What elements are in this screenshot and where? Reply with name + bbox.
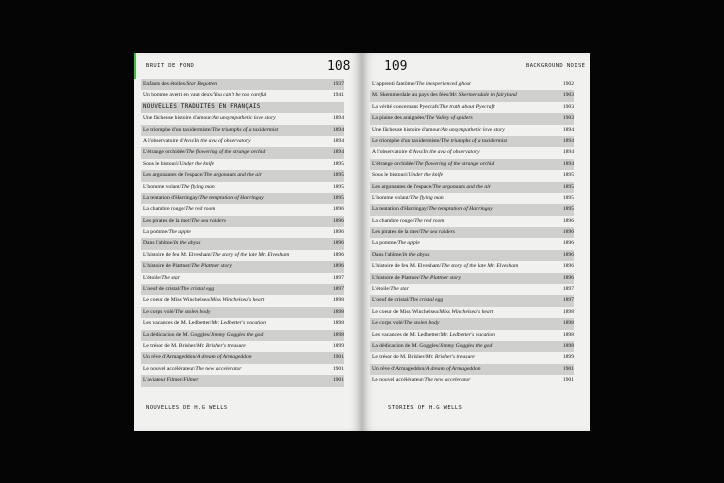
english-title: Mr. Ledbetter's vacation xyxy=(440,331,495,338)
french-title: Le trésor de M. Brisher/ xyxy=(143,342,197,349)
list-row xyxy=(370,227,574,238)
publication-year: 1895 xyxy=(562,183,574,190)
list-row xyxy=(370,295,574,306)
list-row xyxy=(141,238,344,249)
list-row xyxy=(141,273,344,284)
english-title: You can't be too careful xyxy=(213,92,267,99)
list-row xyxy=(141,261,344,272)
publication-year: 1894 xyxy=(562,149,574,156)
publication-year: 1901 xyxy=(332,377,344,384)
list-row xyxy=(370,193,574,204)
french-title: Les argonautes de l'espace/ xyxy=(143,172,204,179)
french-title: La tentation d'Harringay/ xyxy=(143,194,200,201)
english-title: The stolen body xyxy=(404,320,440,327)
list-row xyxy=(370,125,574,136)
list-row xyxy=(141,216,344,227)
list-row xyxy=(370,204,574,215)
french-title: Le nouvel accélérateur/ xyxy=(143,365,196,372)
list-row xyxy=(141,341,344,352)
english-title: In the avu of observatory xyxy=(423,149,480,156)
publication-year: 1895 xyxy=(332,194,344,201)
publication-year: 1898 xyxy=(332,297,344,304)
list-row xyxy=(141,307,344,318)
english-title: The Plattner story xyxy=(191,263,232,270)
french-title: Une fâcheuse histoire d'amour/ xyxy=(372,126,442,133)
english-title: The Plattner story xyxy=(420,274,461,281)
list-row xyxy=(370,102,574,113)
list-row xyxy=(141,318,344,329)
publication-year: 1894 xyxy=(332,149,344,156)
english-title: The flying man xyxy=(410,194,444,201)
list-row xyxy=(141,204,344,215)
english-title: The triumphs of a taxidermist xyxy=(440,137,508,144)
publication-year: 1897 xyxy=(332,274,344,281)
list-row xyxy=(141,113,344,124)
list-row xyxy=(141,79,344,90)
english-title: The truth about Pyecraft xyxy=(439,103,495,110)
french-title: L'étoile/ xyxy=(372,286,391,293)
publication-year: 1896 xyxy=(332,206,344,213)
french-title: La tentation d'Harringay/ xyxy=(372,206,429,213)
french-title: Sous le bistouri/ xyxy=(143,160,180,167)
section-heading: NOUVELLES TRADUITES EN FRANÇAIS xyxy=(141,102,344,113)
french-title: Les pirates de la mer/ xyxy=(372,229,421,236)
english-title: The red room xyxy=(185,206,216,213)
english-title: The story of the late Mr. Elvesham xyxy=(212,251,290,258)
list-row xyxy=(370,79,574,90)
right-page xyxy=(362,53,590,431)
publication-year: 1894 xyxy=(562,126,574,133)
list-row xyxy=(141,182,344,193)
title-list xyxy=(141,79,344,387)
english-title: The flying man xyxy=(181,183,215,190)
english-title: Miss Winchelsea's heart xyxy=(210,297,265,304)
publication-year: 1941 xyxy=(332,92,344,99)
french-title: Le triomphe d'un taxidermiste/ xyxy=(372,137,441,144)
publication-year: 1897 xyxy=(332,286,344,293)
english-title: Miss Winchelsea's heart xyxy=(439,308,494,315)
publication-year: 1898 xyxy=(332,308,344,315)
french-title: L'histoire de feu M. Elvesham/ xyxy=(372,263,442,270)
publication-year: 1896 xyxy=(332,251,344,258)
publication-year: 1899 xyxy=(562,354,574,361)
english-title: The sea raiders xyxy=(191,217,226,224)
list-row xyxy=(370,352,574,363)
publication-year: 1895 xyxy=(562,206,574,213)
english-title: The red room xyxy=(414,217,445,224)
english-title: The apple xyxy=(168,229,191,236)
list-row xyxy=(141,295,344,306)
french-title: L'aviateur Filmer/ xyxy=(143,377,184,384)
publication-year: 1896 xyxy=(332,240,344,247)
french-title: Dans l'abîme/ xyxy=(372,251,403,258)
page-number: 108 xyxy=(327,59,351,74)
list-row xyxy=(141,90,344,101)
english-title: A dream of Armageddon xyxy=(425,365,481,372)
english-title: An unsympathetic love story xyxy=(212,115,276,122)
french-title: Les argonautes de l'espace/ xyxy=(372,183,433,190)
english-title: An unsympathetic love story xyxy=(441,126,505,133)
french-title: La vérité concernant Pyecraft/ xyxy=(372,103,440,110)
list-row xyxy=(370,182,574,193)
list-row xyxy=(370,113,574,124)
publication-year: 1903 xyxy=(562,115,574,122)
french-title: Les vacances de M. Ledbetter/ xyxy=(372,331,441,338)
publication-year: 1898 xyxy=(562,331,574,338)
publication-year: 1895 xyxy=(562,172,574,179)
list-row xyxy=(370,273,574,284)
publication-year: 1902 xyxy=(562,81,574,87)
publication-year: 1937 xyxy=(332,81,344,87)
list-row xyxy=(141,330,344,341)
french-title: A l'observatoire d'Avu/ xyxy=(143,137,195,144)
publication-year: 1896 xyxy=(562,217,574,224)
list-row xyxy=(370,307,574,318)
english-title: The argonauts and the air xyxy=(203,172,262,179)
running-header: BRUIT DE FOND xyxy=(146,63,195,69)
french-title: A l'observatoire d'Avu/ xyxy=(372,149,424,156)
french-title: L'oeuf de cristal/ xyxy=(143,286,181,293)
french-title: Le corps volé/ xyxy=(372,320,404,327)
french-title: Enfants des étoiles/ xyxy=(143,81,187,87)
publication-year: 1898 xyxy=(562,308,574,315)
list-row xyxy=(141,170,344,181)
publication-year: 1895 xyxy=(332,172,344,179)
french-title: La pomme/ xyxy=(372,240,398,247)
publication-year: 1903 xyxy=(562,92,574,99)
list-row xyxy=(141,193,344,204)
french-title: Le coeur de Miss Winchelsea/ xyxy=(372,308,440,315)
publication-year: 1894 xyxy=(332,115,344,122)
publication-year: 1898 xyxy=(332,331,344,338)
french-title: L'histoire de Plattner/ xyxy=(372,274,421,281)
publication-year: 1896 xyxy=(562,251,574,258)
publication-year: 1894 xyxy=(562,137,574,144)
french-title: L'étoile/ xyxy=(143,274,162,281)
french-title: Les pirates de la mer/ xyxy=(143,217,192,224)
list-row xyxy=(141,352,344,363)
publication-year: 1901 xyxy=(562,365,574,372)
french-title: La plaine des araignées/ xyxy=(372,115,426,122)
french-title: L'homme volant/ xyxy=(372,194,411,201)
list-row xyxy=(141,284,344,295)
french-title: L'apprenti fantôme/ xyxy=(372,81,417,87)
english-title: Jimmy Goggles the god xyxy=(439,342,493,349)
french-title: Le nouvel accélérateur/ xyxy=(372,377,425,384)
french-title: Le corps volé/ xyxy=(143,308,175,315)
french-title: Un rêve d'Armageddon/ xyxy=(372,365,426,372)
publication-year: 1896 xyxy=(562,229,574,236)
french-title: Le trésor de M. Brisher/ xyxy=(372,354,426,361)
english-title: The triumphs of a taxidermist xyxy=(211,126,279,133)
list-row xyxy=(370,341,574,352)
english-title: Filmer xyxy=(183,377,199,384)
publication-year: 1896 xyxy=(562,263,574,270)
running-footer: NOUVELLES DE H.G WELLS xyxy=(146,405,228,411)
french-title: La chambre rouge/ xyxy=(372,217,415,224)
list-row xyxy=(141,250,344,261)
list-row xyxy=(141,136,344,147)
english-title: Mr. Skermersdale in fairyland xyxy=(449,92,517,99)
english-title: The flowering of the strange orchid xyxy=(415,160,495,167)
list-row xyxy=(370,159,574,170)
list-row xyxy=(370,261,574,272)
running-footer: STORIES OF H.G WELLS xyxy=(388,405,463,411)
publication-year: 1895 xyxy=(332,183,344,190)
french-title: Dans l'abîme/ xyxy=(143,240,174,247)
list-row xyxy=(141,227,344,238)
list-row xyxy=(370,250,574,261)
english-title: The cristal egg xyxy=(409,297,444,304)
english-title: The new accelerator xyxy=(195,365,242,372)
english-title: The inexperienced ghost xyxy=(416,81,471,87)
publication-year: 1903 xyxy=(562,103,574,110)
french-title: L'oeuf de cristal/ xyxy=(372,297,410,304)
english-title: Mr. Ledbetter's vacation xyxy=(211,320,266,327)
english-title: The sea raiders xyxy=(420,229,455,236)
english-title: The argonauts and the air xyxy=(432,183,491,190)
publication-year: 1894 xyxy=(332,137,344,144)
title-list xyxy=(370,79,574,387)
french-title: Le coeur de Miss Winchelsea/ xyxy=(143,297,211,304)
list-row xyxy=(370,170,574,181)
list-row xyxy=(141,159,344,170)
publication-year: 1898 xyxy=(562,320,574,327)
french-title: Une fâcheuse histoire d'amour/ xyxy=(143,115,213,122)
publication-year: 1901 xyxy=(562,377,574,384)
french-title: La dédicacion de M. Goggles/ xyxy=(372,342,440,349)
list-row xyxy=(141,375,344,386)
english-title: The Valley of spiders xyxy=(425,115,473,122)
publication-year: 1895 xyxy=(562,194,574,201)
publication-year: 1901 xyxy=(332,365,344,372)
list-row xyxy=(141,364,344,375)
list-row xyxy=(370,284,574,295)
french-title: Les vacances de M. Ledbetter/ xyxy=(143,320,212,327)
english-title: The apple xyxy=(397,240,420,247)
publication-year: 1901 xyxy=(332,354,344,361)
french-title: La chambre rouge/ xyxy=(143,206,186,213)
publication-year: 1897 xyxy=(562,297,574,304)
french-title: Un homme averti en vaut deux/ xyxy=(143,92,214,99)
english-title: In the avu of observatory xyxy=(194,137,251,144)
publication-year: 1896 xyxy=(332,263,344,270)
left-page xyxy=(134,53,362,431)
publication-year: 1896 xyxy=(332,229,344,236)
french-title: Sous le bistouri/ xyxy=(372,172,409,179)
list-row xyxy=(141,147,344,158)
english-title: A dream of Armageddon xyxy=(196,354,252,361)
publication-year: 1896 xyxy=(562,240,574,247)
french-title: La dédicacion de M. Goggles/ xyxy=(143,331,211,338)
english-title: In the abyss xyxy=(173,240,201,247)
french-title: L'homme volant/ xyxy=(143,183,182,190)
english-title: Mr. Brisher's treasure xyxy=(196,342,246,349)
running-header: BACKGROUND NOISE xyxy=(526,63,586,69)
publication-year: 1894 xyxy=(562,160,574,167)
english-title: The temptation of Harringay xyxy=(199,194,264,201)
english-title: The star xyxy=(390,286,409,293)
french-title: L'histoire de feu M. Elvesham/ xyxy=(143,251,213,258)
english-title: The cristal egg xyxy=(180,286,215,293)
page-number: 109 xyxy=(384,59,408,74)
french-title: Un rêve d'Armageddon/ xyxy=(143,354,197,361)
french-title: L'étrange orchidée/ xyxy=(143,149,187,156)
publication-year: 1896 xyxy=(332,217,344,224)
english-title: The story of the late Mr. Elvesham xyxy=(441,263,519,270)
list-row xyxy=(370,147,574,158)
english-title: The temptation of Harringay xyxy=(428,206,493,213)
english-title: The new accelerator xyxy=(424,377,471,384)
publication-year: 1897 xyxy=(562,286,574,293)
list-row xyxy=(370,238,574,249)
publication-year: 1898 xyxy=(562,342,574,349)
list-row xyxy=(370,375,574,386)
english-title: In the abyss xyxy=(402,251,430,258)
publication-year: 1894 xyxy=(332,126,344,133)
english-title: The star xyxy=(161,274,180,281)
publication-year: 1898 xyxy=(332,320,344,327)
english-title: Jimmy Goggles the god xyxy=(210,331,264,338)
publication-year: 1899 xyxy=(332,342,344,349)
english-title: Under the knife xyxy=(408,172,444,179)
french-title: Le triomphe d'un taxidermiste/ xyxy=(143,126,212,133)
french-title: L'histoire de Plattner/ xyxy=(143,263,192,270)
english-title: Mr. Brisher's treasure xyxy=(425,354,475,361)
list-row xyxy=(370,90,574,101)
list-row xyxy=(370,216,574,227)
publication-year: 1895 xyxy=(332,160,344,167)
list-row xyxy=(370,318,574,329)
english-title: The stolen body xyxy=(175,308,211,315)
english-title: The flowering of the strange orchid xyxy=(186,149,266,156)
english-title: Star Begotten xyxy=(186,81,218,87)
list-row xyxy=(370,136,574,147)
french-title: L'étrange orchidée/ xyxy=(372,160,416,167)
list-row xyxy=(141,125,344,136)
publication-year: 1896 xyxy=(562,274,574,281)
list-row xyxy=(370,330,574,341)
french-title: M. Skemmerdale au pays des fées/ xyxy=(372,92,450,99)
list-row xyxy=(370,364,574,375)
english-title: Under the knife xyxy=(179,160,215,167)
french-title: La pomme/ xyxy=(143,229,169,236)
